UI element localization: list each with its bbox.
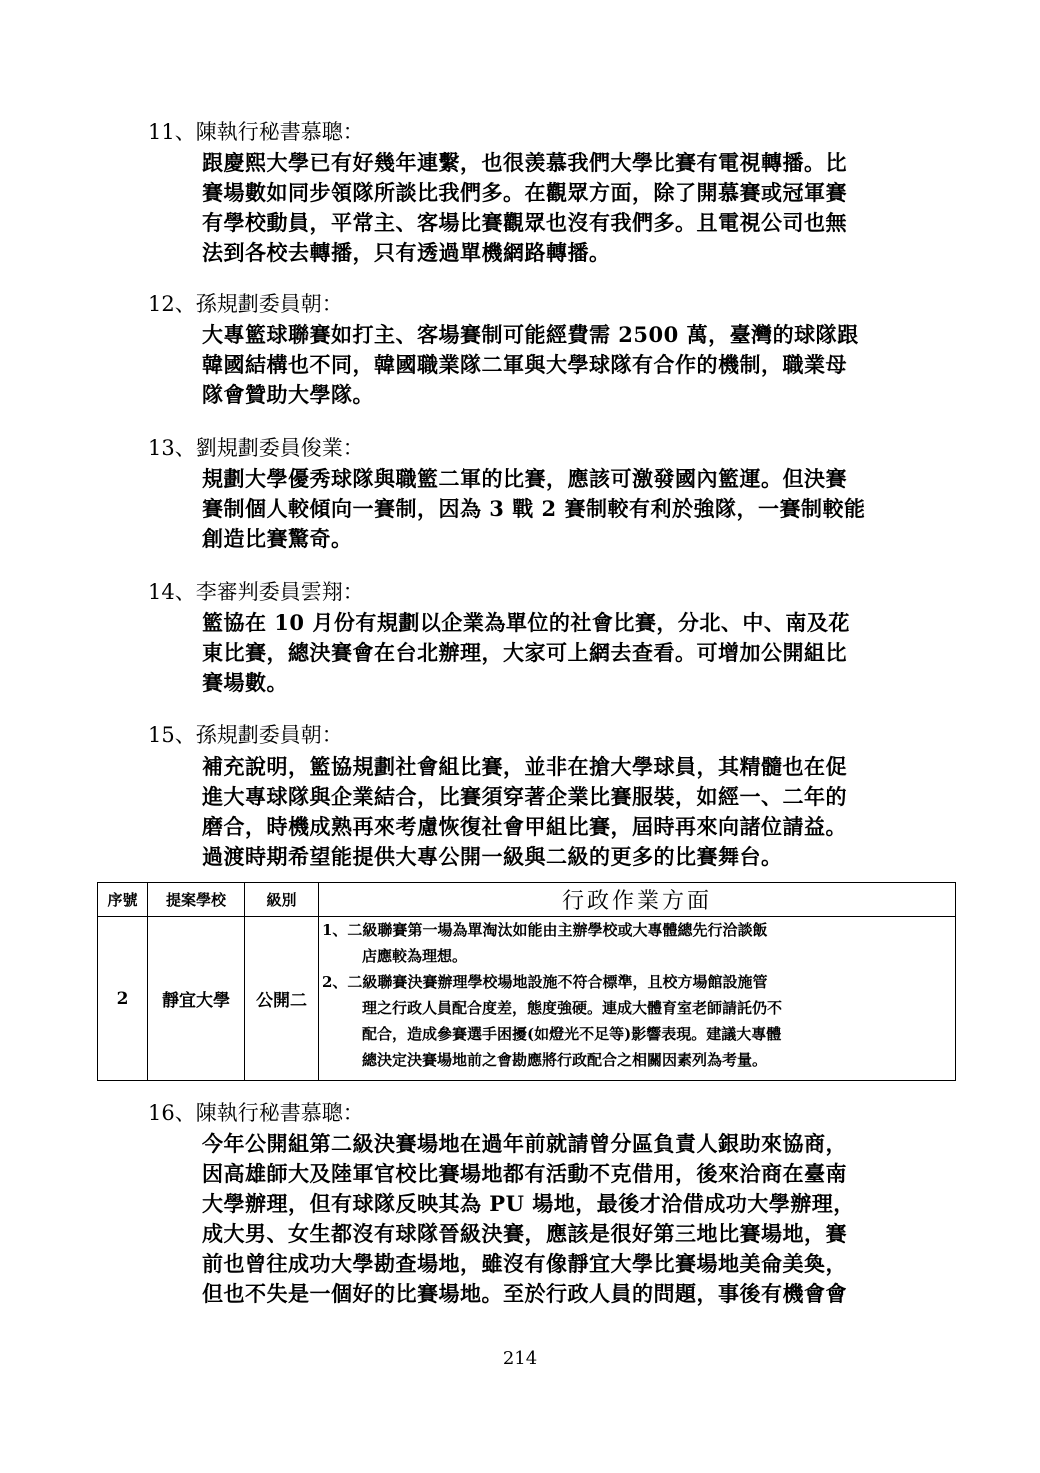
table-row (98, 917, 956, 1081)
item-16-heading: 16、陳執行秘書慕聰： (148, 1101, 364, 1125)
item-14-body (202, 608, 850, 698)
item-11-heading: 11、陳執行秘書慕聰： (148, 120, 364, 144)
text-line: 大學辦理，但有球隊反映其為 PU 場地，最後才洽借成功大學辦理， (202, 1191, 855, 1216)
text-line: 規劃大學優秀球隊與職籃二軍的比賽，應該可激發國內籃運。但決賽 (202, 466, 847, 491)
item-12-heading: 12、孫規劃委員朝： (148, 292, 343, 316)
text-line: 補充說明，籃協規劃社會組比賽，並非在搶大學球員，其精髓也在促 (202, 754, 847, 779)
item-14-heading: 14、李審判委員雲翔： (148, 580, 364, 604)
text-line: 創造比賽驚奇。 (202, 526, 353, 551)
text-line: 有學校動員，平常主、客場比賽觀眾也沒有我們多。且電視公司也無 (202, 210, 847, 235)
table-header-row (98, 883, 956, 917)
text-line: 今年公開組第二級決賽場地在過年前就請曾分區負責人銀助來協商， (202, 1131, 847, 1156)
item-15-body (202, 752, 847, 872)
header-school: 提案學校 (148, 883, 245, 917)
item-16-body (202, 1129, 855, 1309)
page-number: 214 (502, 1348, 538, 1369)
admin-table (97, 882, 956, 1081)
content-line: 1、二級聯賽第一場為單淘汰如能由主辦學校或大專體總先行洽談飯 (322, 921, 768, 939)
text-line: 法到各校去轉播，只有透過單機網路轉播。 (202, 240, 611, 265)
item-13-body (202, 464, 865, 554)
text-line: 進大專球隊與企業結合，比賽須穿著企業比賽服裝，如經一、二年的 (202, 784, 847, 809)
text-line: 賽場數如同步領隊所談比我們多。在觀眾方面，除了開慕賽或冠軍賽 (202, 180, 847, 205)
header-level: 級別 (245, 883, 319, 917)
text-line: 隊會贊助大學隊。 (202, 382, 374, 407)
text-line: 跟慶熙大學已有好幾年連繫，也很羡慕我們大學比賽有電視轉播。比 (202, 150, 847, 175)
content-line: 總決定決賽場地前之會勘應將行政配合之相關因素列為考量。 (362, 1051, 768, 1069)
text-line: 過渡時期希望能提供大專公開一級與二級的更多的比賽舞台。 (202, 844, 783, 869)
text-line: 韓國結構也不同，韓國職業隊二軍與大學球隊有合作的機制，職業母 (202, 352, 847, 377)
text-line: 東比賽，總決賽會在台北辦理，大家可上網去查看。可增加公開組比 (202, 640, 847, 665)
content-item-1 (322, 917, 955, 969)
item-15-heading: 15、孫規劃委員朝： (148, 723, 343, 747)
item-12-body (202, 320, 859, 410)
content-line: 店應較為理想。 (362, 947, 468, 965)
content-line: 理之行政人員配合度差，態度強硬。連成大體育室老師請託仍不 (362, 999, 783, 1017)
text-line: 賽場數。 (202, 670, 288, 695)
header-serial: 序號 (98, 883, 148, 917)
text-line: 因高雄師大及陸軍官校比賽場地都有活動不克借用，後來洽商在臺南 (202, 1161, 847, 1186)
cell-content (319, 917, 956, 1081)
item-11-body (202, 148, 847, 268)
cell-level: 公開二 (245, 917, 319, 1081)
text-line: 賽制個人較傾向一賽制，因為 3 戰 2 賽制較有利於強隊，一賽制較能 (202, 496, 866, 521)
text-line: 大專籃球聯賽如打主、客場賽制可能經費需 2500 萬，臺灣的球隊跟 (202, 322, 859, 347)
cell-serial: 2 (98, 917, 148, 1081)
text-line: 磨合，時機成熟再來考慮恢復社會甲組比賽，屆時再來向諸位請益。 (202, 814, 847, 839)
item-13-heading: 13、劉規劃委員俊業： (148, 436, 364, 460)
content-line: 2、二級聯賽決賽辦理學校場地設施不符合標準，且校方場館設施管 (322, 973, 768, 991)
text-line: 但也不失是一個好的比賽場地。至於行政人員的問題，事後有機會會 (202, 1281, 847, 1306)
text-line: 籃協在 10 月份有規劃以企業為單位的社會比賽，分北、中、南及花 (202, 610, 850, 635)
content-line: 配合，造成參賽選手困擾(如燈光不足等)影響表現。建議大專體 (362, 1025, 782, 1043)
text-line: 成大男、女生都沒有球隊晉級決賽，應該是很好第三地比賽場地，賽 (202, 1221, 847, 1246)
cell-school: 靜宜大學 (148, 917, 245, 1081)
header-admin-aspect: 行政作業方面 (319, 883, 956, 917)
content-item-2 (322, 969, 955, 1073)
text-line: 前也曾往成功大學勘查場地，雖沒有像靜宜大學比賽場地美侖美奐， (202, 1251, 847, 1276)
